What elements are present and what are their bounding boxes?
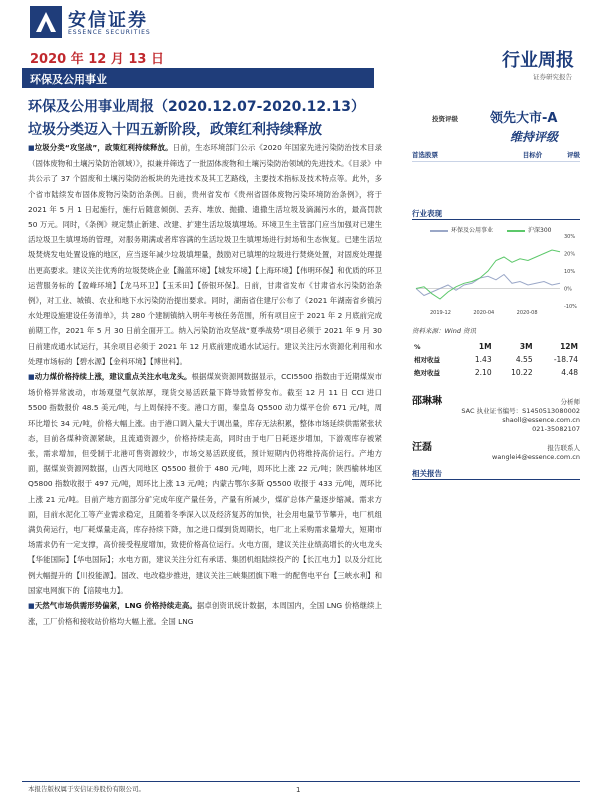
report-title: 环保及公用事业周报（2020.12.07-2020.12.13） <box>28 99 365 115</box>
rating-col-label: 评级 <box>567 151 580 159</box>
analyst-phone: 021-35082107 <box>532 425 580 433</box>
x-tick-label: 2019-12 <box>430 310 451 316</box>
preferred-stocks-header <box>412 150 580 162</box>
x-tick-label: 2020-04 <box>473 310 495 316</box>
analyst-cert: SAC 执业证书编号：S1450513080002 <box>461 407 580 415</box>
paragraph-text: 据卓创资讯统计数据，本周国内，全国 LNG 价格继续上涨，工厂价格和接收站价格均大幅上涨。全国 LNG <box>28 601 383 627</box>
analyst-role: 分析师 <box>560 398 580 406</box>
sector-label: 环保及公用事业 <box>30 73 107 86</box>
table-cell: 4.48 <box>561 368 578 377</box>
report-headline: 垃圾分类迈入十四五新阶段，政策红利持续释放 <box>28 122 322 138</box>
table-row <box>412 366 580 379</box>
report-subtype: 证券研究报告 <box>533 73 572 81</box>
analyst-card <box>412 438 580 462</box>
analyst-email[interactable]: wanglei4@essence.com.cn <box>492 453 580 461</box>
table-col-header: 3M <box>519 342 533 351</box>
footer-rule <box>22 781 580 782</box>
y-tick-label: 20% <box>564 251 576 258</box>
bullet-icon: ■ <box>28 602 35 611</box>
paragraph-lead: 垃圾分类“攻坚战”，政策红利持续释放。 <box>34 143 173 152</box>
table-cell: 4.55 <box>515 355 533 364</box>
y-tick-label: 30% <box>564 234 576 240</box>
x-tick-label: 2020-08 <box>516 310 538 316</box>
row-label: 绝对收益 <box>414 369 440 377</box>
rating-label: 投资评级 <box>432 115 458 123</box>
row-label: 相对收益 <box>414 356 440 364</box>
table-row <box>412 353 580 366</box>
report-date: 2020 年 12 月 13 日 <box>30 52 164 67</box>
legend-item-sector: 环保及公用事业 <box>430 225 493 234</box>
paragraph-text: 日前，生态环境部门公示《2020 年国家先进污染防治技术目录（固体废物和土壤污染防治领域）》，拟兼并筛选了一批固体废物和土壤污染防治领域的先进技术。《目录》中共公示了 37 个固废和土壤污染防治板块的先进技术及其工艺路线，主要技术指标及技术特点等。此外，多个省市陆续发布固体废物污染防治条例。日前，贵州省发布《贵州省固体废物污染环境防治条例》，将于 2021 年 5 月 1 日起施行，施行后随意倾倒、丢弃、堆放、抛撒、遗撒生活垃圾及滴漏污水的，最高罚款 50 万元。同时，《条例》规定禁止新建、改建、扩建生活垃圾填埋场。环境卫生主管部门应当加强对已建生活垃圾卫生填埋场的管理，对服务期满或者库容满的生活垃圾卫生填埋场进行封场和生态恢复。已建生活垃圾焚烧发电处置设施的地区，应当逐年减少垃圾填埋量，鼓励对已填埋的垃圾进行焚烧处置，对固废处理提出更高要求。建议关注优秀的垃圾焚烧企业【瀚蓝环境】【城发环境】【上海环境】【伟明环保】和优质的环卫运营服务标的【盈峰环境】【龙马环卫】【玉禾田】【侨银环保】。日前，甘肃省发布《甘肃省水污染防治条例》，对工业、城镇、农业和地下水污染防治提出要求。同时，湖南省住建厅公布了《2021 年湖南省乡镇污水处理设施建设任务清单》，共 280 个建制镇纳入明年考核任务范围，所有项目应于 2021 年 2 月底前完成前期工作，2021 年 5 月 30 日前全面开工。纳入污染防治攻坚战“夏季战势”项目必须于 2021 年 9 月 30 日前建成通水试运行，其余项目必须于 2021 年 12 月底前建成通水试运行。建议关注污水资源化利用和水处理市场标的【碧水源】【金科环境】【博世科】。 <box>28 143 382 366</box>
target-price-label: 目标价 <box>522 151 543 159</box>
analyst-name: 汪磊 <box>412 442 432 453</box>
analyst-card <box>412 392 580 434</box>
bullet-icon: ■ <box>28 144 35 152</box>
rating-change: 维持评级 <box>510 130 559 144</box>
body-paragraph <box>28 140 382 369</box>
table-header-row <box>412 340 580 353</box>
paragraph-lead: 动力煤价格持续上涨，建议重点关注水电龙头。 <box>34 372 192 382</box>
analyst-role: 报告联系人 <box>547 444 580 452</box>
table-cell: 10.22 <box>511 368 533 377</box>
y-tick-label: 0% <box>564 286 572 293</box>
analyst-email[interactable]: shaoll@essence.com.cn <box>502 416 580 424</box>
legend-item-index: 沪深300 <box>507 225 551 234</box>
performance-section-label: 行业表现 <box>412 209 442 218</box>
logo-mark-icon <box>30 6 62 38</box>
brand-logo <box>30 4 200 42</box>
table-col-header: % <box>414 342 421 351</box>
bullet-icon: ■ <box>28 373 35 382</box>
table-col-header: 1M <box>478 342 492 351</box>
page-number: 1 <box>296 786 301 794</box>
report-type: 行业周报 <box>502 50 574 71</box>
brand-name: 安信证券 <box>68 10 148 31</box>
paragraph-text: 根据煤炭资源网数据显示，CCI5500 指数由于近期煤炭市场价格异常波动，市场观望气氛浓厚，现货交易活跃量下降导致暂停发布。截至 12 月 11 日 CCI 进口 5500 指数报价 48.5 美元/吨，与上周保持不变。港口方面，秦皇岛 Q5500 动力煤平仓价 671 元/吨，周环比增长 34 元/吨，价格大幅上涨。由于港口调入量大于调出量，库存无法积累，整体市场延续供需紧张状态，目前各煤种资源紧缺，且流通资源少，价格持续走高，同时由于电厂日耗逐步增加，下游观库存被紧张，需求增加，但受制于北港可售资源较少，市场交易活跃度低，预计短期内仍将维持高价运行。产地方面，据煤炭资源网数据，山西大同地区 Q5500 报价于 480 元/吨，周环比上涨 22 元/吨；陕西榆林地区 Q5800 指数收报于 497 元/吨，周环比上涨 13 元/吨；内蒙古鄂尔多斯 Q5500 收报于 433 元/吨，周环比上涨 21 元/吨。目前产地方面部分矿完成年度产量任务，产量有所减少，煤矿总体产量逐步缩减。需求方面，目前水泥化工等产业需求稳定，且随着冬季深入以及经济复苏的加快，社会用电量节节攀升，电厂机组满负荷运行，电厂耗煤量走高，库存持续下降，加之进口煤到货周期长，电厂北上采购需求量增大，短期市场需求仍有一定支撑，高价接受程度增加，致使价格高位运行。火电方面，建议关注业绩高增长的火电龙头【华能国际】【华电国际】；水电方面，建议关注分红有承诺、集团机组陆续投产的【长江电力】以及分红比例大幅提升的【川投能源】。国改、电改稳步推进，建议关注三峡集团旗下唯一的配售电平台【三峡水利】和国家电网旗下的【涪陵电力】。 <box>28 372 382 595</box>
y-tick-label: -10% <box>564 304 577 310</box>
table-cell: -18.74 <box>553 355 578 364</box>
body-paragraph <box>28 598 382 629</box>
series-line <box>416 250 560 299</box>
sector-band <box>22 68 374 88</box>
related-reports-label: 相关报告 <box>412 469 442 478</box>
table-cell: 2.10 <box>474 368 492 377</box>
related-rule <box>412 479 580 480</box>
table-col-header: 12M <box>560 342 578 351</box>
footer-text: 本报告版权属于安信证券股份有限公司。 <box>28 785 145 793</box>
y-tick-label: 10% <box>564 269 576 275</box>
report-body <box>28 140 382 630</box>
brand-sub: ESSENCE SECURITIES <box>68 29 151 36</box>
performance-rule <box>412 219 580 220</box>
performance-table <box>412 340 580 379</box>
body-paragraph <box>28 369 382 598</box>
analyst-name: 邵琳琳 <box>412 396 442 407</box>
preferred-stocks-label: 首选股票 <box>412 151 438 159</box>
performance-chart <box>412 228 582 320</box>
table-cell: 1.43 <box>474 355 492 364</box>
rating-value: 领先大市-A <box>490 111 558 126</box>
chart-source: 资料来源：Wind 资讯 <box>412 327 477 335</box>
series-line <box>416 275 560 296</box>
paragraph-lead: 天然气市场供需形势偏紧，LNG 价格持续走高。 <box>34 601 197 611</box>
